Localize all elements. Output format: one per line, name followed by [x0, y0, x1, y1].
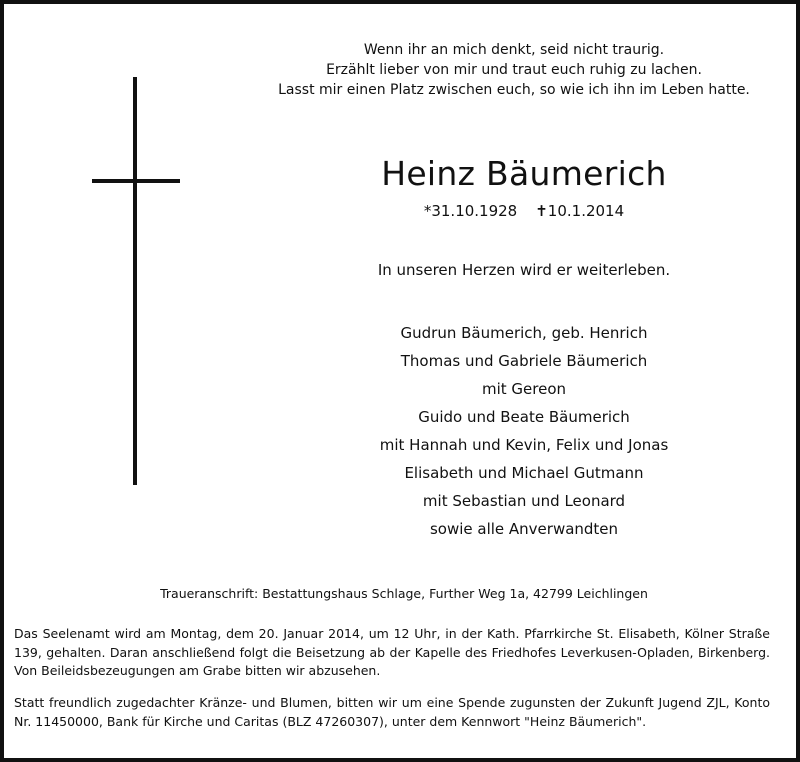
- death-date: ✝10.1.2014: [535, 202, 625, 220]
- donation-paragraph: Statt freundlich zugedachter Kränze- und Blumen, bitten wir um eine Spende zugunsten der Zukunft Jugend ZJL, Konto Nr. 11450000, Bank für Kirche und Caritas (BLZ 47260307), unter dem Kennwort "Heinz Bäumerich".: [14, 695, 770, 729]
- mourner-line: mit Sebastian und Leonard: [422, 492, 626, 510]
- deceased-name: Heinz Bäumerich: [381, 154, 667, 193]
- mourner-line: mit Hannah und Kevin, Felix und Jonas: [379, 436, 669, 454]
- cross-horizontal-bar: [92, 179, 180, 183]
- mourner-line: Thomas und Gabriele Bäumerich: [400, 352, 648, 370]
- poem-line: Erzählt lieber von mir und traut euch ruhig zu lachen.: [326, 62, 702, 78]
- poem: [254, 40, 774, 100]
- mourner-line: Guido und Beate Bäumerich: [418, 408, 630, 426]
- cross-vertical-bar: [133, 77, 137, 485]
- mourning-address: Traueranschrift: Bestattungshaus Schlage, Further Weg 1a, 42799 Leichlingen: [160, 586, 648, 601]
- mourner-line: Gudrun Bäumerich, geb. Henrich: [400, 324, 648, 342]
- life-dates: [304, 200, 744, 222]
- mourner-line: Elisabeth und Michael Gutmann: [404, 464, 644, 482]
- service-paragraph: Das Seelenamt wird am Montag, dem 20. Januar 2014, um 12 Uhr, in der Kath. Pfarrkirche St. Elisabeth, Kölner Straße 139, gehalten. Daran anschließend folgt die Beisetzung ab der Kapelle des Friedhofes Leverkusen-Opladen, Birkenberg. Von Beileidsbezeugungen am Grabe bitten wir abzusehen.: [14, 626, 770, 678]
- memorial-line: In unseren Herzen wird er weiterleben.: [377, 261, 671, 279]
- poem-line: Wenn ihr an mich denkt, seid nicht traurig.: [363, 42, 665, 58]
- mourner-line: mit Gereon: [481, 380, 567, 398]
- poem-line: Lasst mir einen Platz zwischen euch, so wie ich ihn im Leben hatte.: [278, 82, 750, 98]
- mourner-line: sowie alle Anverwandten: [429, 520, 619, 538]
- mourners-list: [304, 319, 744, 543]
- birth-date: *31.10.1928: [423, 202, 518, 220]
